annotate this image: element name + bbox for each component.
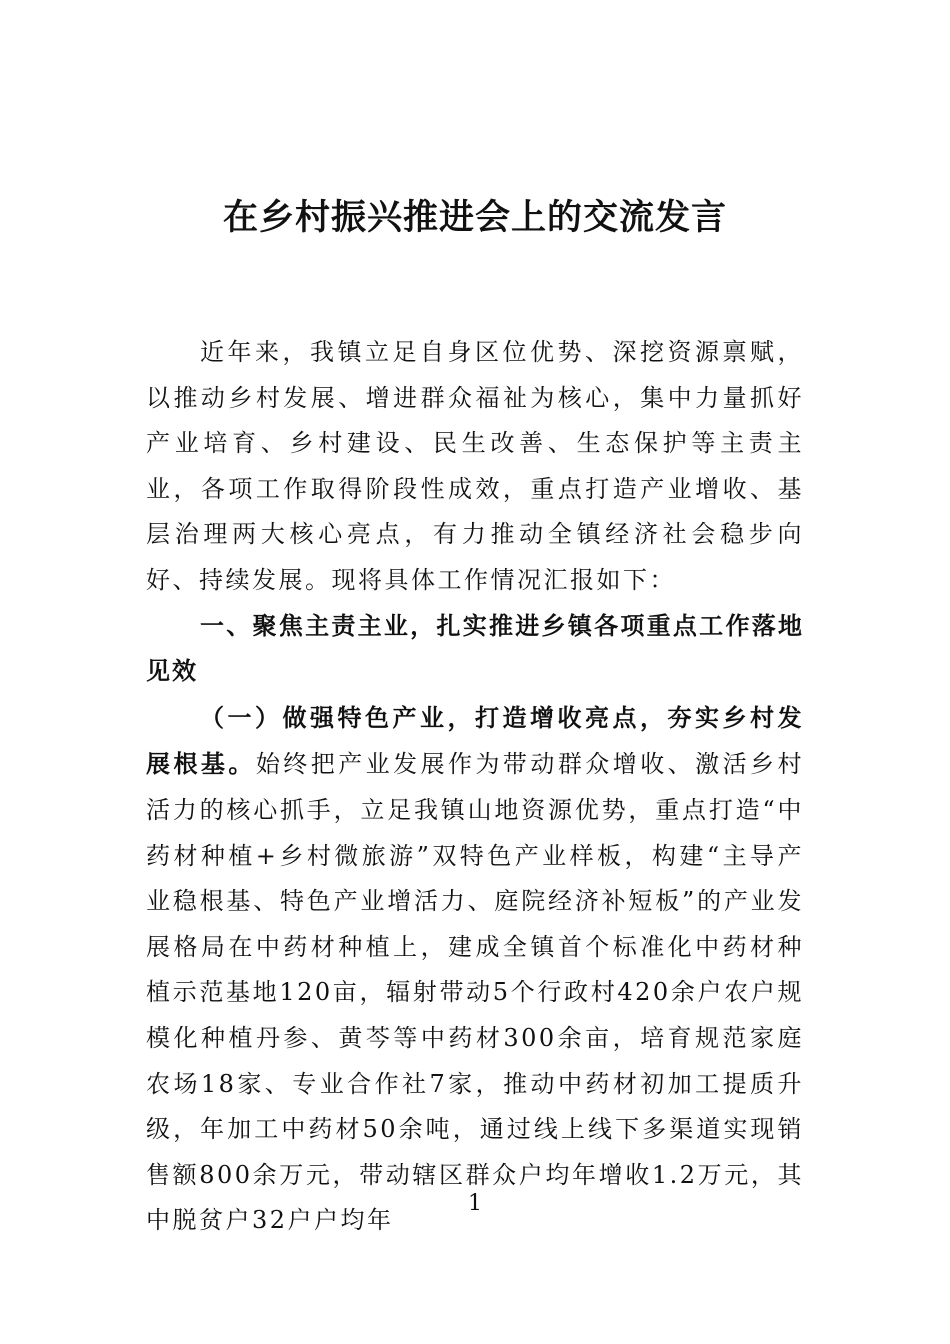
document-body bbox=[146, 330, 804, 1244]
section-heading: 一、聚焦主责主业，扎实推进乡镇各项重点工作落地见效 bbox=[146, 611, 804, 686]
document-title: 在乡村振兴推进会上的交流发言 bbox=[222, 197, 727, 238]
intro-paragraph: 近年来，我镇立足自身区位优势、深挖资源禀赋，以推动乡村发展、增进群众福祉为核心，集中力量抓好产业培育、乡村建设、民生改善、生态保护等主责主业，各项工作取得阶段性成效，重点打造产业增收、基层治理两大核心亮点，有力推动全镇经济社会稳步向好、持续发展。现将具体工作情况汇报如下： bbox=[146, 338, 804, 594]
subsection-paragraph bbox=[146, 695, 804, 1244]
subsection-body: 始终把产业发展作为带动群众增收、激活乡村活力的核心抓手，立足我镇山地资源优势，重点打造“中药材种植+乡村微旅游”双特色产业样板，构建“主导产业稳根基、特色产业增活力、庭院经济补短板”的产业发展格局在中药材种植上，建成全镇首个标准化中药材种植示范基地120亩，辐射带动5个行政村420余户农户规模化种植丹参、黄芩等中药材300余亩，培育规范家庭农场18家、专业合作社7家，推动中药材初加工提质升级，年加工中药材50余吨，通过线上线下多渠道实现销售额800余万元，带动辖区群众户均年增收1.2万元，其中脱贫户32户户均年 bbox=[146, 750, 805, 1235]
subsection-heading: （一）做强特色产业，打造增收亮点，夯实乡村发展根基。 bbox=[146, 702, 804, 779]
page-number: 1 bbox=[468, 1191, 482, 1216]
